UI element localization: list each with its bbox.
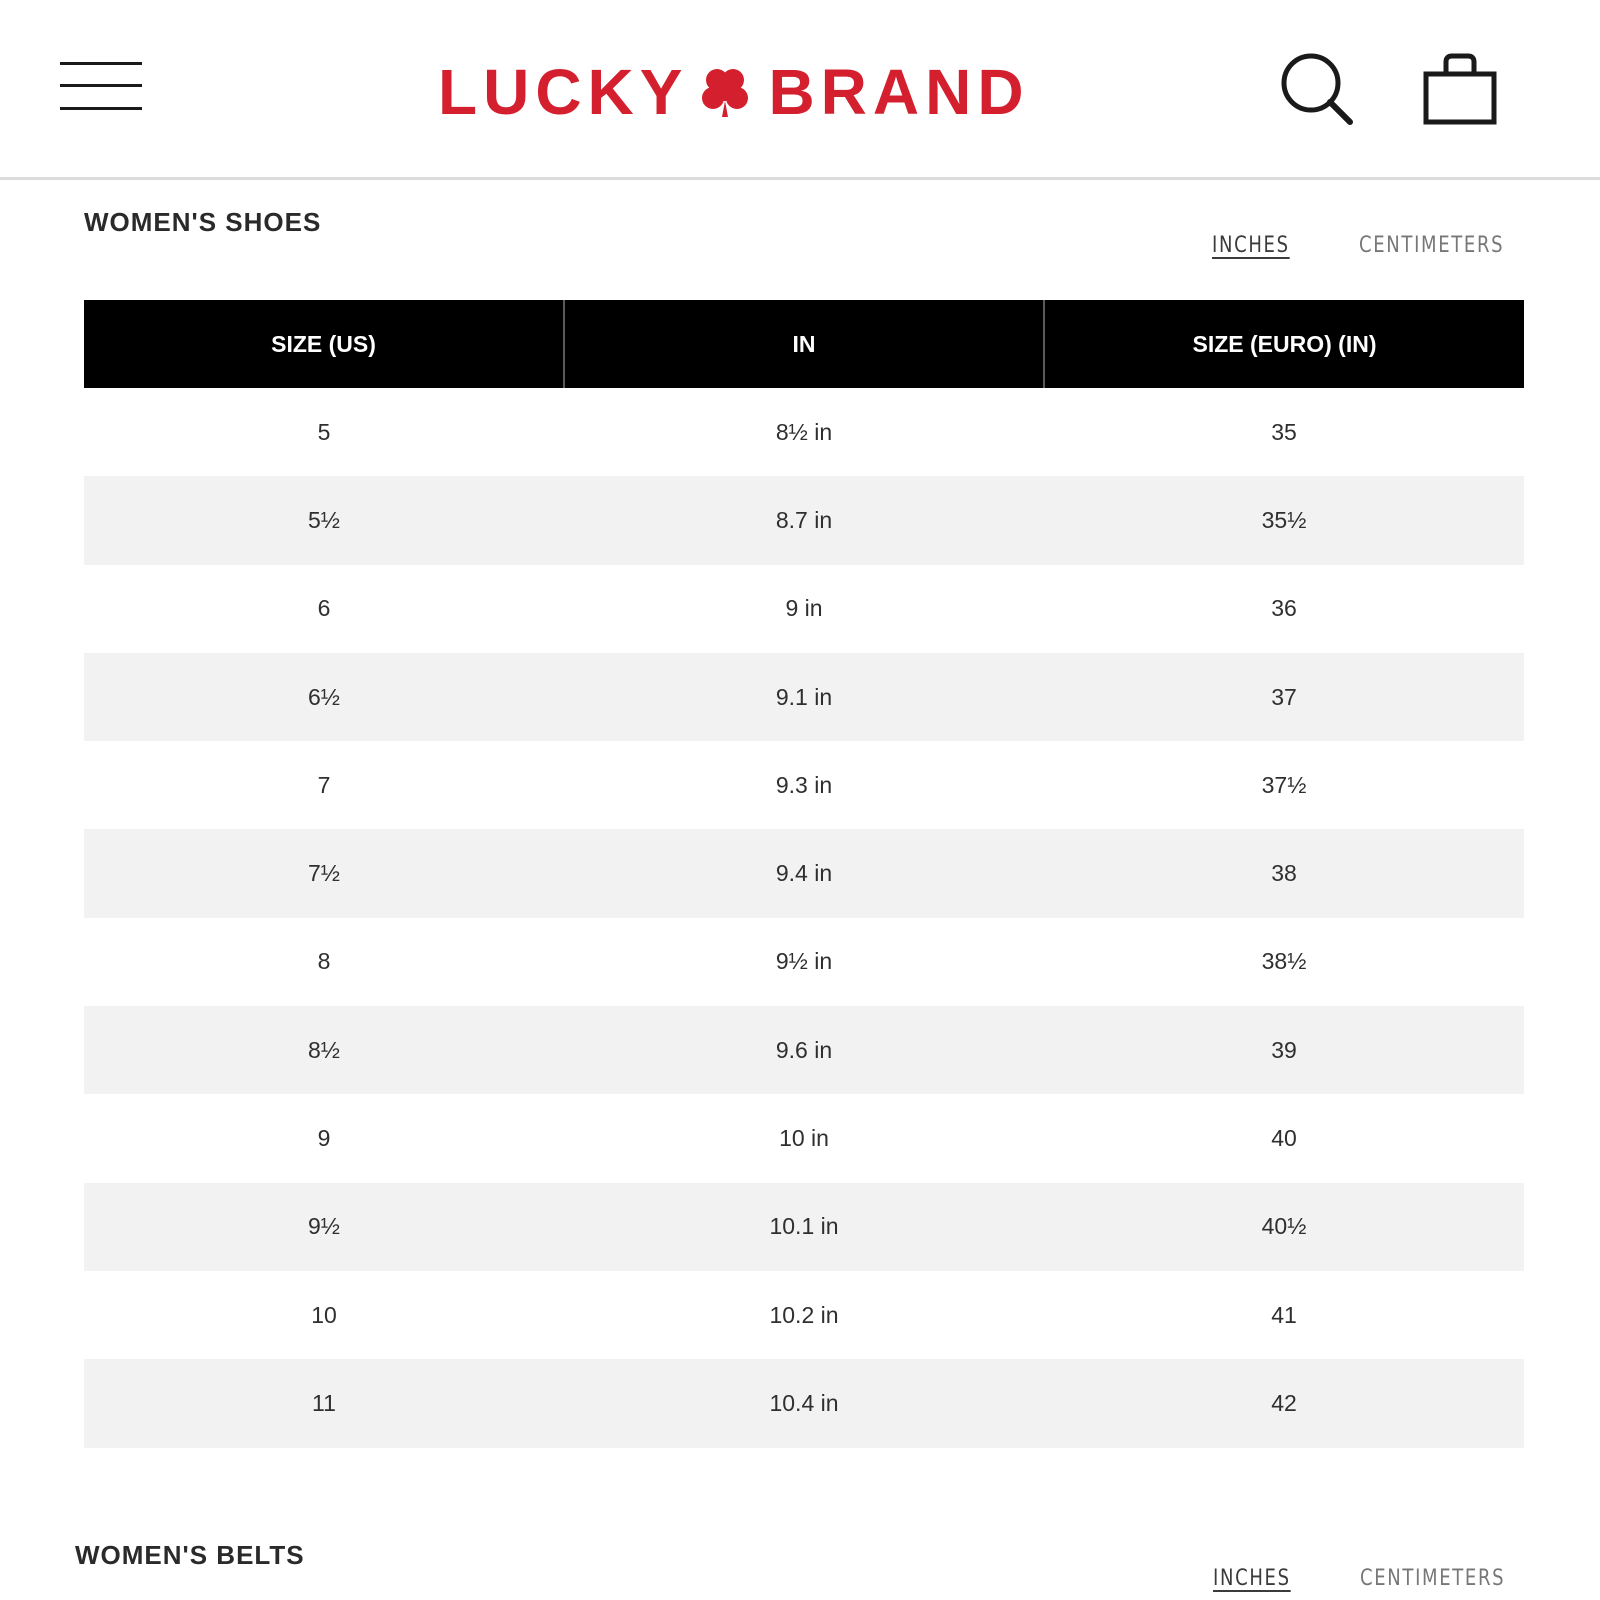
table-row xyxy=(84,653,1524,741)
table-cell: 35 xyxy=(1271,418,1297,445)
table-cell: 40 xyxy=(1271,1125,1297,1152)
unit-tabs-shoes xyxy=(1212,233,1536,258)
tab-centimeters[interactable]: CENTIMETERS xyxy=(1359,1566,1505,1591)
table-row xyxy=(84,388,1524,476)
table-cell: 6 xyxy=(317,595,331,622)
table-cell: 9.6 in xyxy=(564,1006,1044,1094)
table-cell: 5 xyxy=(317,418,331,445)
clover-icon xyxy=(698,65,752,119)
table-cell: 8.7 in xyxy=(564,476,1044,564)
column-header: SIZE (EURO) (IN) xyxy=(1044,300,1524,388)
table-cell: 9.4 in xyxy=(564,829,1044,917)
table-cell: 9.3 in xyxy=(775,771,833,798)
section-title-shoes: WOMEN'S SHOES xyxy=(84,207,322,237)
table-row xyxy=(84,1359,1524,1447)
table-row xyxy=(84,1094,1524,1182)
table-cell: 7½ xyxy=(84,829,564,917)
shopping-bag-icon[interactable] xyxy=(1420,50,1500,130)
section-title-belts: WOMEN'S BELTS xyxy=(75,1540,305,1570)
table-cell: 8½ xyxy=(84,1006,564,1094)
table-cell: 37 xyxy=(1044,653,1524,741)
table-cell: 5½ xyxy=(84,476,564,564)
table-row xyxy=(84,1006,1524,1094)
table-cell: 9 in xyxy=(785,595,823,622)
table-row xyxy=(84,918,1524,1006)
table-cell: 6½ xyxy=(84,653,564,741)
table-row xyxy=(84,829,1524,917)
table-cell: 11 xyxy=(84,1359,564,1447)
brand-logo[interactable] xyxy=(438,56,1044,128)
table-row xyxy=(84,741,1524,829)
table-row xyxy=(84,476,1524,564)
table-row xyxy=(84,1183,1524,1271)
table-cell: 10.1 in xyxy=(564,1183,1044,1271)
tab-centimeters[interactable]: CENTIMETERS xyxy=(1358,233,1504,258)
unit-tabs-belts xyxy=(1213,1566,1537,1591)
table-cell: 35½ xyxy=(1044,476,1524,564)
table-cell: 38 xyxy=(1044,829,1524,917)
table-cell: 37½ xyxy=(1261,771,1307,798)
shoe-size-table xyxy=(84,300,1524,1448)
table-row xyxy=(84,565,1524,653)
site-header xyxy=(0,0,1600,180)
table-cell: 9½ xyxy=(84,1183,564,1271)
logo-text-right: BRAND xyxy=(768,56,1030,128)
logo-text-left: LUCKY xyxy=(438,56,689,128)
table-cell: 10 in xyxy=(779,1125,829,1152)
table-header-row xyxy=(84,300,1524,388)
hamburger-menu-icon[interactable] xyxy=(60,62,142,112)
tab-inches[interactable]: INCHES xyxy=(1213,1566,1291,1591)
table-cell: 42 xyxy=(1044,1359,1524,1447)
search-icon[interactable] xyxy=(1278,50,1358,130)
table-cell: 40½ xyxy=(1044,1183,1524,1271)
table-cell: 39 xyxy=(1044,1006,1524,1094)
table-cell: 8 xyxy=(317,948,331,975)
column-header: IN xyxy=(564,300,1044,388)
table-cell: 9.1 in xyxy=(564,653,1044,741)
table-cell: 9½ in xyxy=(775,948,833,975)
table-row xyxy=(84,1271,1524,1359)
table-cell: 10 xyxy=(311,1301,337,1328)
table-cell: 10.4 in xyxy=(564,1359,1044,1447)
table-cell: 38½ xyxy=(1261,948,1307,975)
column-header: SIZE (US) xyxy=(84,300,564,388)
table-cell: 10.2 in xyxy=(769,1301,839,1328)
table-cell: 7 xyxy=(317,771,331,798)
table-cell: 41 xyxy=(1271,1301,1297,1328)
table-cell: 8½ in xyxy=(775,418,833,445)
table-cell: 36 xyxy=(1271,595,1297,622)
table-cell: 9 xyxy=(317,1125,331,1152)
tab-inches[interactable]: INCHES xyxy=(1212,233,1290,258)
